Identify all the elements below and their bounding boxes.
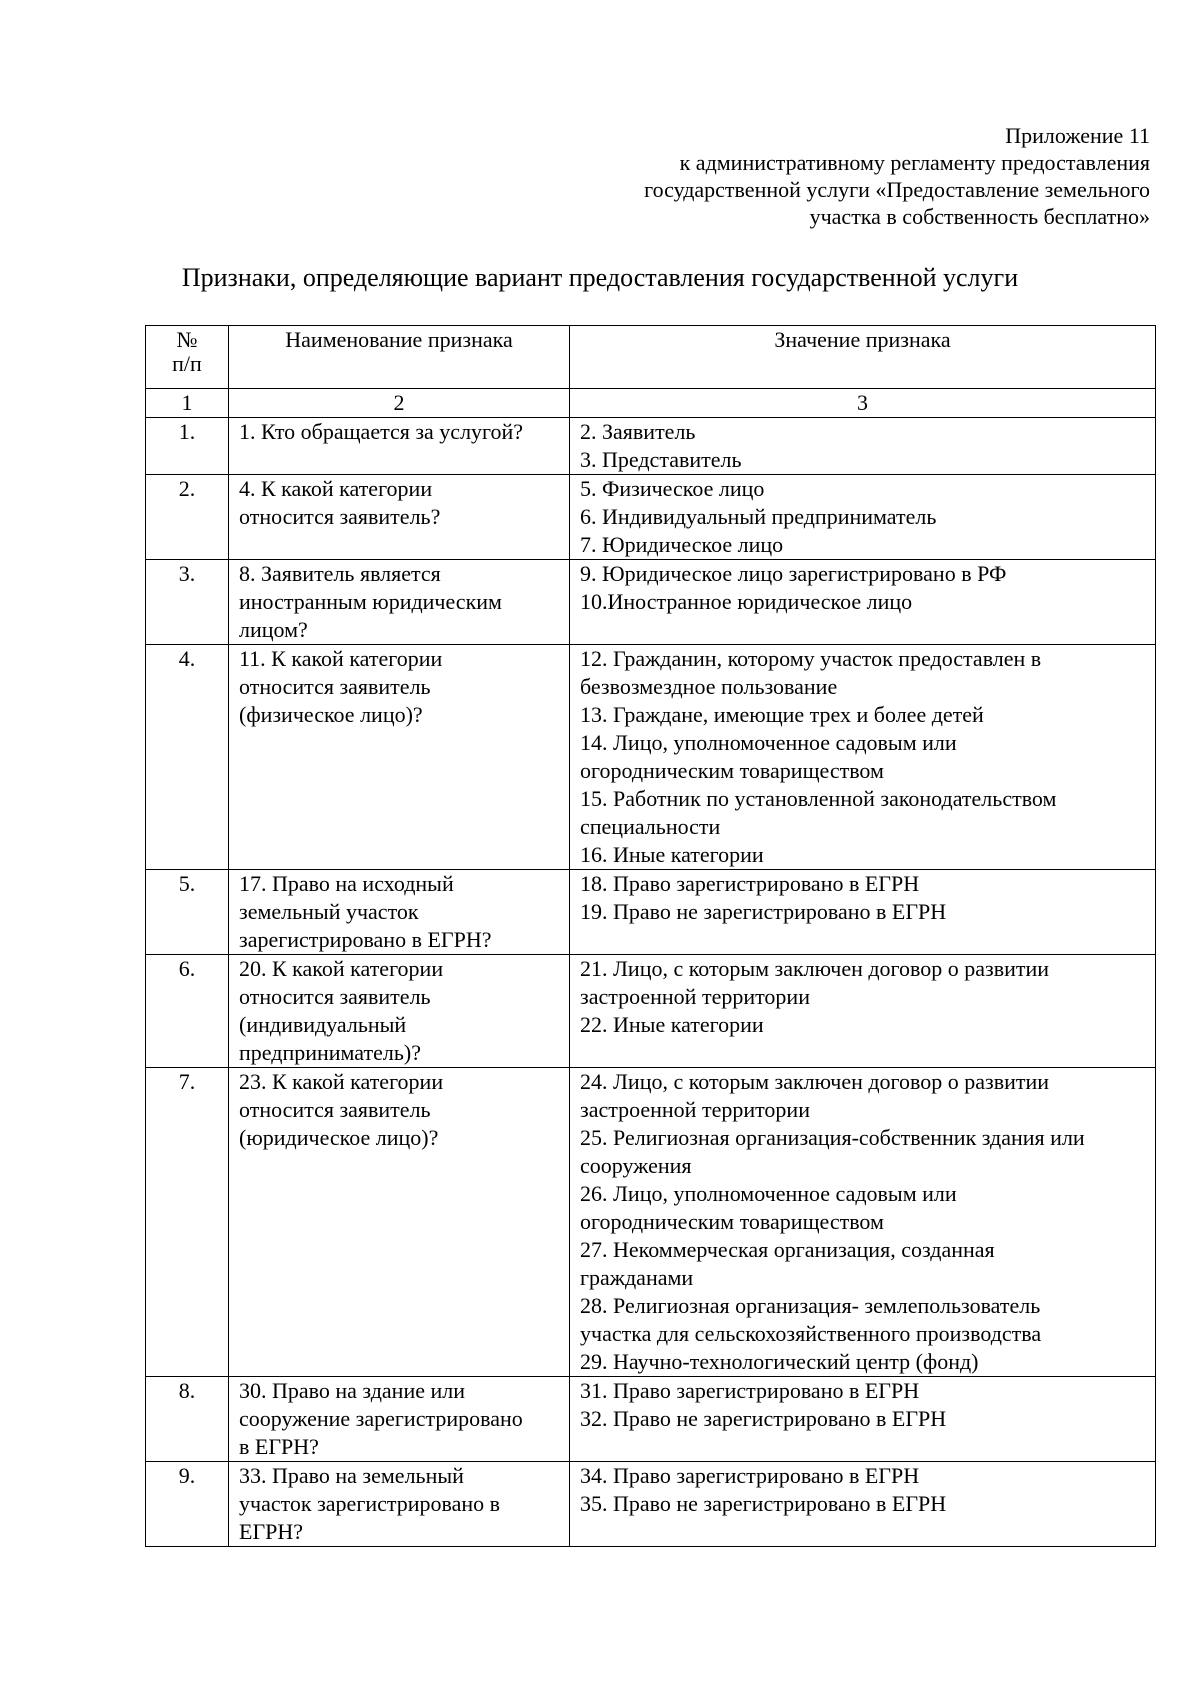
table-row (146, 1462, 1156, 1547)
feature-value-line: 28. Религиозная организация- землепользователь (580, 1293, 1041, 1318)
feature-name-line: 11. К какой категории (239, 646, 443, 671)
feature-value-cell (570, 1377, 1156, 1462)
feature-name-line: относится заявитель (239, 674, 431, 699)
feature-value-line: 24. Лицо, с которым заключен договор о развитии (580, 1069, 1050, 1094)
feature-name-cell (229, 560, 570, 645)
feature-name-line: 20. К какой категории (239, 956, 444, 981)
row-number-text: 8. (178, 1378, 196, 1403)
feature-name-line: относится заявитель? (239, 504, 441, 529)
feature-value-line: гражданами (580, 1265, 694, 1290)
feature-value-line: 2. Заявитель (580, 419, 696, 444)
table-row (146, 418, 1156, 475)
table-row (146, 870, 1156, 955)
row-number (146, 1462, 229, 1547)
feature-value-line: 27. Некоммерческая организация, созданная (580, 1237, 995, 1262)
feature-name-line: 4. К какой категории (239, 476, 433, 501)
row-number (146, 1377, 229, 1462)
row-number (146, 475, 229, 560)
feature-value-line: 34. Право зарегистрировано в ЕГРН (580, 1463, 920, 1488)
feature-name-line: 33. Право на земельный (239, 1463, 464, 1488)
row-number (146, 870, 229, 955)
row-number-text: 4. (178, 646, 196, 671)
column-number: 3 (570, 389, 1156, 418)
row-number (146, 418, 229, 475)
feature-name-cell (229, 475, 570, 560)
feature-value-cell (570, 560, 1156, 645)
feature-name-cell (229, 418, 570, 475)
feature-name-line: лицом? (239, 617, 308, 642)
header-number-sign: № (176, 327, 198, 352)
feature-value-line: 31. Право зарегистрировано в ЕГРН (580, 1378, 920, 1403)
feature-value-line: застроенной территории (580, 1097, 810, 1122)
feature-name-line: участок зарегистрировано в (239, 1491, 501, 1516)
feature-value-line: 7. Юридическое лицо (580, 532, 784, 557)
features-table (145, 325, 1156, 1547)
feature-value-cell (570, 475, 1156, 560)
feature-value-line: 10.Иностранное юридическое лицо (580, 589, 913, 614)
row-number-text: 1. (178, 419, 196, 444)
table-row (146, 1068, 1156, 1377)
annex-header (450, 122, 1150, 230)
feature-value-line: 29. Научно-технологический центр (фонд) (580, 1349, 979, 1374)
feature-value-line: 25. Религиозная организация-собственник здания или (580, 1125, 1085, 1150)
feature-name-line: 1. Кто обращается за услугой? (239, 419, 524, 444)
feature-value-line: огородническим товариществом (580, 758, 884, 783)
feature-value-cell (570, 955, 1156, 1068)
feature-name-line: 17. Право на исходный (239, 871, 454, 896)
row-number-text: 7. (178, 1069, 196, 1094)
feature-name-line: 23. К какой категории (239, 1069, 444, 1094)
feature-value-line: 16. Иные категории (580, 842, 764, 867)
feature-value-line: застроенной территории (580, 984, 810, 1009)
feature-value-line: 5. Физическое лицо (580, 476, 765, 501)
feature-value-line: 19. Право не зарегистрировано в ЕГРН (580, 899, 947, 924)
feature-value-line: 21. Лицо, с которым заключен договор о развитии (580, 956, 1050, 981)
feature-name-line: земельный участок (239, 899, 419, 924)
feature-name-line: 30. Право на здание или (239, 1378, 466, 1403)
feature-value-line: участка для сельскохозяйственного производства (580, 1321, 1042, 1346)
feature-value-line: 13. Граждане, имеющие трех и более детей (580, 702, 984, 727)
header-number (146, 326, 229, 389)
row-number-text: 5. (178, 871, 196, 896)
feature-value-cell (570, 418, 1156, 475)
row-number (146, 1068, 229, 1377)
feature-name-line: относится заявитель (239, 1097, 431, 1122)
table-row (146, 645, 1156, 870)
feature-name-line: (индивидуальный (239, 1012, 407, 1037)
feature-name-cell (229, 1377, 570, 1462)
feature-value-line: безвозмездное пользование (580, 674, 838, 699)
feature-value-line: 35. Право не зарегистрировано в ЕГРН (580, 1491, 947, 1516)
annex-reference-line: государственной услуги «Предоставление земельного (644, 177, 1150, 202)
feature-name-line: зарегистрировано в ЕГРН? (239, 927, 492, 952)
row-number (146, 560, 229, 645)
feature-name-cell (229, 1068, 570, 1377)
feature-name-cell (229, 955, 570, 1068)
column-numbers-row (146, 389, 1156, 418)
feature-value-cell (570, 645, 1156, 870)
row-number (146, 955, 229, 1068)
feature-value-line: 26. Лицо, уполномоченное садовым или (580, 1181, 957, 1206)
feature-value-line: 14. Лицо, уполномоченное садовым или (580, 730, 957, 755)
table-row (146, 1377, 1156, 1462)
feature-value-cell (570, 1068, 1156, 1377)
feature-value-line: 22. Иные категории (580, 1012, 764, 1037)
feature-value-line: 6. Индивидуальный предприниматель (580, 504, 937, 529)
header-number-abbr: п/п (172, 351, 202, 376)
feature-name-line: ЕГРН? (239, 1519, 304, 1544)
table-header-row (146, 326, 1156, 389)
feature-name-line: (физическое лицо)? (239, 702, 423, 727)
feature-value-line: 18. Право зарегистрировано в ЕГРН (580, 871, 920, 896)
header-feature-value: Значение признака (570, 326, 1156, 389)
row-number-text: 9. (178, 1463, 196, 1488)
document-title: Признаки, определяющие вариант предоставления государственной услуги (181, 263, 1019, 292)
feature-name-cell (229, 870, 570, 955)
row-number-text: 2. (178, 476, 196, 501)
annex-number: Приложение 11 (1005, 123, 1150, 148)
feature-name-line: (юридическое лицо)? (239, 1125, 439, 1150)
feature-name-line: иностранным юридическим (239, 589, 502, 614)
row-number (146, 645, 229, 870)
feature-value-line: сооружения (580, 1153, 692, 1178)
feature-value-cell (570, 1462, 1156, 1547)
annex-reference-line: к административному регламенту предоставления (679, 150, 1150, 175)
feature-name-cell (229, 1462, 570, 1547)
feature-value-line: 9. Юридическое лицо зарегистрировано в РФ (580, 561, 1007, 586)
feature-value-line: 15. Работник по установленной законодательством (580, 786, 1057, 811)
feature-value-line: 3. Представитель (580, 447, 742, 472)
feature-value-line: специальности (580, 814, 721, 839)
feature-name-line: в ЕГРН? (239, 1434, 319, 1459)
feature-name-line: относится заявитель (239, 984, 431, 1009)
feature-name-cell (229, 645, 570, 870)
feature-value-line: огородническим товариществом (580, 1209, 884, 1234)
feature-value-line: 12. Гражданин, которому участок предоставлен в (580, 646, 1042, 671)
header-feature-name: Наименование признака (229, 326, 570, 389)
feature-value-line: 32. Право не зарегистрировано в ЕГРН (580, 1406, 947, 1431)
feature-name-line: сооружение зарегистрировано (239, 1406, 523, 1431)
table-row (146, 475, 1156, 560)
column-number: 1 (146, 389, 229, 418)
feature-name-line: 8. Заявитель является (239, 561, 441, 586)
feature-name-line: предприниматель)? (239, 1040, 421, 1065)
table-row (146, 955, 1156, 1068)
row-number-text: 6. (178, 956, 196, 981)
table-row (146, 560, 1156, 645)
row-number-text: 3. (178, 561, 196, 586)
annex-reference-line: участка в собственность бесплатно» (809, 204, 1150, 229)
feature-value-cell (570, 870, 1156, 955)
column-number: 2 (229, 389, 570, 418)
